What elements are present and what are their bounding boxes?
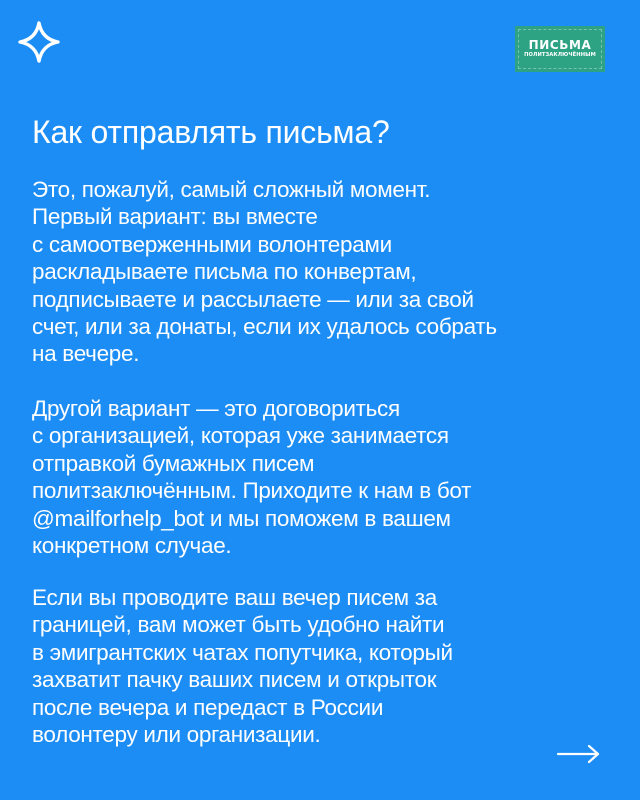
arrow-right-icon[interactable] <box>556 742 602 766</box>
brand-subtitle: ПОЛИТЗАКЛЮЧЁННЫМ <box>524 52 596 58</box>
four-point-sparkle-icon <box>17 20 61 64</box>
brand-title: ПИСЬМА <box>528 38 592 52</box>
paragraph-abroad-option: Если вы проводите ваш вечер писем за границей, вам может быть удобно найти в эмигрантских чатах попутчика, который захватит пачку ваших писем и открыток после вечера и передаст в России волонтеру или организации. <box>32 585 453 748</box>
brand-logo-badge <box>515 26 605 72</box>
page-title: Как отправлять письма? <box>32 114 390 150</box>
paragraph-first-option: Это, пожалуй, самый сложный момент. Первый вариант: вы вместе с самоотверженными волонтерами раскладываете письма по конвертам, подписываете и рассылаете — или за свой счет, или за донаты, если их удалось собрать на вечере. <box>32 177 497 367</box>
paragraph-second-option: Другой вариант — это договориться с организацией, которая уже занимается отправкой бумажных писем политзаключённым. Приходите к нам в бот @mailforhelp_bot и мы поможем в вашем конкретном случае. <box>32 396 472 559</box>
